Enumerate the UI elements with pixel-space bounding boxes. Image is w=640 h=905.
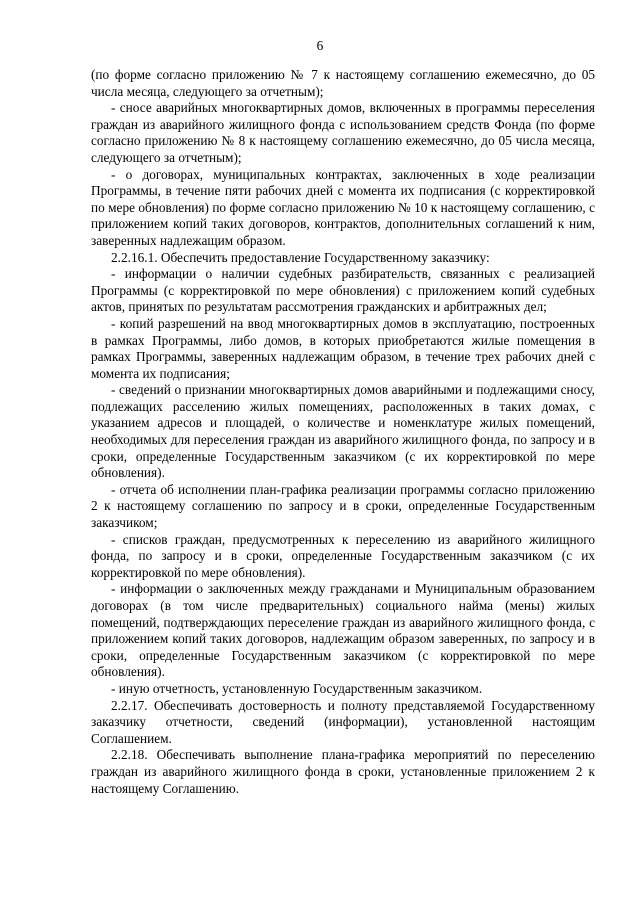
paragraph-citizen-lists: - списков граждан, предусмотренных к переселению из аварийного жилищного фонда, по запросу и в сроки, определенные Государственным заказчиком (с их корректировкой по мере обновления). <box>91 531 595 580</box>
paragraph-social-contracts: - информации о заключенных между гражданами и Муниципальным образованием договорах (в том числе предварительных) социального найма (мены) жилых помещений, подтверждающих переселение граждан из аварийного жилищного фонда, с приложением копий таких договоров, надлежащим образом заверенных, по запросу и в сроки, определенные Государственным заказчиком (с корректировкой по мере обновления). <box>91 581 595 680</box>
paragraph-contracts: - о договорах, муниципальных контрактах, заключенных в ходе реализации Программы, в течение пяти рабочих дней с момента их подписания (с корректировкой по мере обновления) по форме согласно приложению № 10 к настоящему соглашению, с приложением копий таких договоров, контрактов, дополнительных соглашений к ним, заверенных надлежащим образом. <box>91 166 595 248</box>
paragraph-schedule-report: - отчета об исполнении план-графика реализации программы согласно приложению 2 к настоящему соглашению по запросу и в сроки, определенные Государственным заказчиком; <box>91 481 595 531</box>
paragraph-emergency-houses: - сведений о признании многоквартирных домов аварийными и подлежащими сносу, подлежащих расселению жилых помещениях, расположенных в таких домах, с указанием адресов и площадей, о количестве и номенклатуре жилых помещений, необходимых для переселения граждан из аварийного жилищного фонда, по запросу и в сроки, определенные Государственным заказчиком (с их корректировкой по мере обновления). <box>91 382 595 481</box>
document-body <box>91 67 595 797</box>
paragraph-permits: - копий разрешений на ввод многоквартирных домов в эксплуатацию, построенных в рамках Программы, либо домов, в которых приобретаются жилые помещения в рамках Программы, заверенных надлежащим образом, в течение трех рабочих дней с момента их подписания; <box>91 315 595 381</box>
paragraph-continuation: (по форме согласно приложению № 7 к настоящему соглашению ежемесячно, до 05 числа месяца, следующего за отчетным); <box>91 67 595 99</box>
page-number: 6 <box>316 38 324 53</box>
paragraph-demolition: - сносе аварийных многоквартирных домов, включенных в программы переселения граждан из аварийного жилищного фонда с использованием средств Фонда (по форме согласно приложению № 8 к настоящему соглашению ежемесячно, до 05 числа месяца, следующего за отчетным); <box>91 100 595 165</box>
paragraph-court-cases: - информации о наличии судебных разбирательств, связанных с реализацией Программы (с корректировкой по мере обновления) с приложением копий судебных актов, принятых по результатам рассмотрения гражданских и арбитражных дел; <box>91 266 595 315</box>
clause-2-2-16-1: 2.2.16.1. Обеспечить предоставление Государственному заказчику: <box>111 249 490 265</box>
paragraph-other-reports: - иную отчетность, установленную Государственным заказчиком. <box>111 680 483 696</box>
clause-2-2-17: 2.2.17. Обеспечивать достоверность и полноту представляемой Государственному заказчику отчетности, сведений (информации), установленной настоящим Соглашением. <box>91 697 595 746</box>
clause-2-2-18: 2.2.18. Обеспечивать выполнение плана-графика мероприятий по переселению граждан из аварийного жилищного фонда в сроки, установленные приложением 2 к настоящему Соглашению. <box>91 747 595 796</box>
